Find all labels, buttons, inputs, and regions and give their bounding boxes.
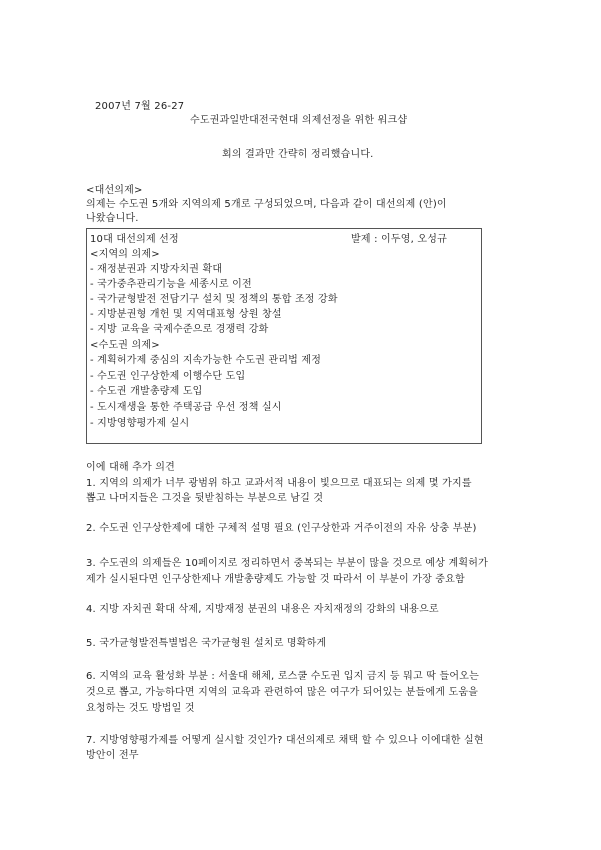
opinion-line: 3. 수도권의 의제들은 10페이지로 정리하면서 중복되는 부분이 많을 것으로 예상 계획허가 [86,558,488,569]
capital-item: - 수도권 인구상한제 이행수단 도입 [90,371,246,382]
opinion-line: 5. 국가균형발전특별법은 국가균형원 설치로 명확하게 [86,638,327,649]
opinion-line: 요청하는 것도 방법일 것 [86,703,195,714]
capital-item: - 지방영향평가제 실시 [90,418,190,429]
opinion-line: 6. 지역의 교육 활성화 부분 : 서울대 해체, 로스쿨 수도권 입지 금지 등 뭐고 딱 들어오는 [86,671,479,682]
regional-item: - 지방분권형 개헌 및 지역대표형 상원 창설 [90,309,282,320]
opinion-line: 방안이 전무 [86,750,139,761]
opinion-line: 2. 수도권 인구상한제에 대한 구체적 설명 필요 (인구상한과 거주이전의 자유 상충 부분) [86,523,477,534]
summary-line: 회의 결과만 간략히 정리했습니다. [222,149,374,160]
regional-item: - 재정분권과 지방자치권 확대 [90,264,223,275]
box-title: 10대 대선의제 선정 [90,234,179,245]
opinions-heading: 이에 대해 추가 의견 [86,462,176,473]
regional-item: - 국가균형발전 전담기구 설치 및 정책의 통합 조정 강화 [90,294,338,305]
opinion-line: 1. 지역의 의제가 너무 광범위 하고 교과서적 내용이 빛으므로 대표되는 의제 몇 가지를 [86,478,472,489]
workshop-title: 수도권과일반대전국현대 의제선정을 위한 워크샵 [190,115,408,126]
regional-item: - 지방 교육을 국제수준으로 경쟁력 강화 [90,324,269,335]
opinion-line: 7. 지방영향평가제를 어떻게 실시할 것인가? 대선의제로 채택 할 수 있으나 이에대한 실현 [86,735,484,746]
box-presenters: 발제 : 이두영, 오성규 [351,234,447,245]
capital-heading: <수도권 의제> [90,340,160,351]
opinion-line: 것으로 뽑고, 가능하다면 지역의 교육과 관련하여 많은 여구가 되어있는 분들에게 도움을 [86,687,479,698]
intro-line-2: 나왔습니다. [86,213,139,224]
capital-item: - 계획허가제 중심의 지속가능한 수도권 관리법 제정 [90,355,322,366]
regional-heading: <지역의 의제> [90,249,160,260]
capital-item: - 수도권 개발총량제 도입 [90,386,203,397]
opinion-line: 4. 지방 자치권 확대 삭제, 지방재정 분권의 내용은 자치재정의 강화의 내용으로 [86,604,439,615]
capital-item: - 도시재생을 통한 주택공급 우선 정책 실시 [90,402,282,413]
agenda-box [86,228,482,444]
opinion-line: 제가 실시된다면 인구상한제나 개발총량제도 가능할 것 따라서 이 부분이 가장 중요함 [86,574,465,585]
regional-item: - 국가중추관리기능을 세종시로 이전 [90,279,252,290]
opinion-line: 뽑고 나머지들은 그것을 뒷받침하는 부분으로 남길 것 [86,493,324,504]
intro-heading: <대선의제> [86,185,143,196]
intro-line-1: 의제는 수도권 5개와 지역의제 5개로 구성되었으며, 다음과 같이 대선의제 (안)이 [86,199,447,210]
meeting-date: 2007년 7월 26-27 [95,101,185,112]
